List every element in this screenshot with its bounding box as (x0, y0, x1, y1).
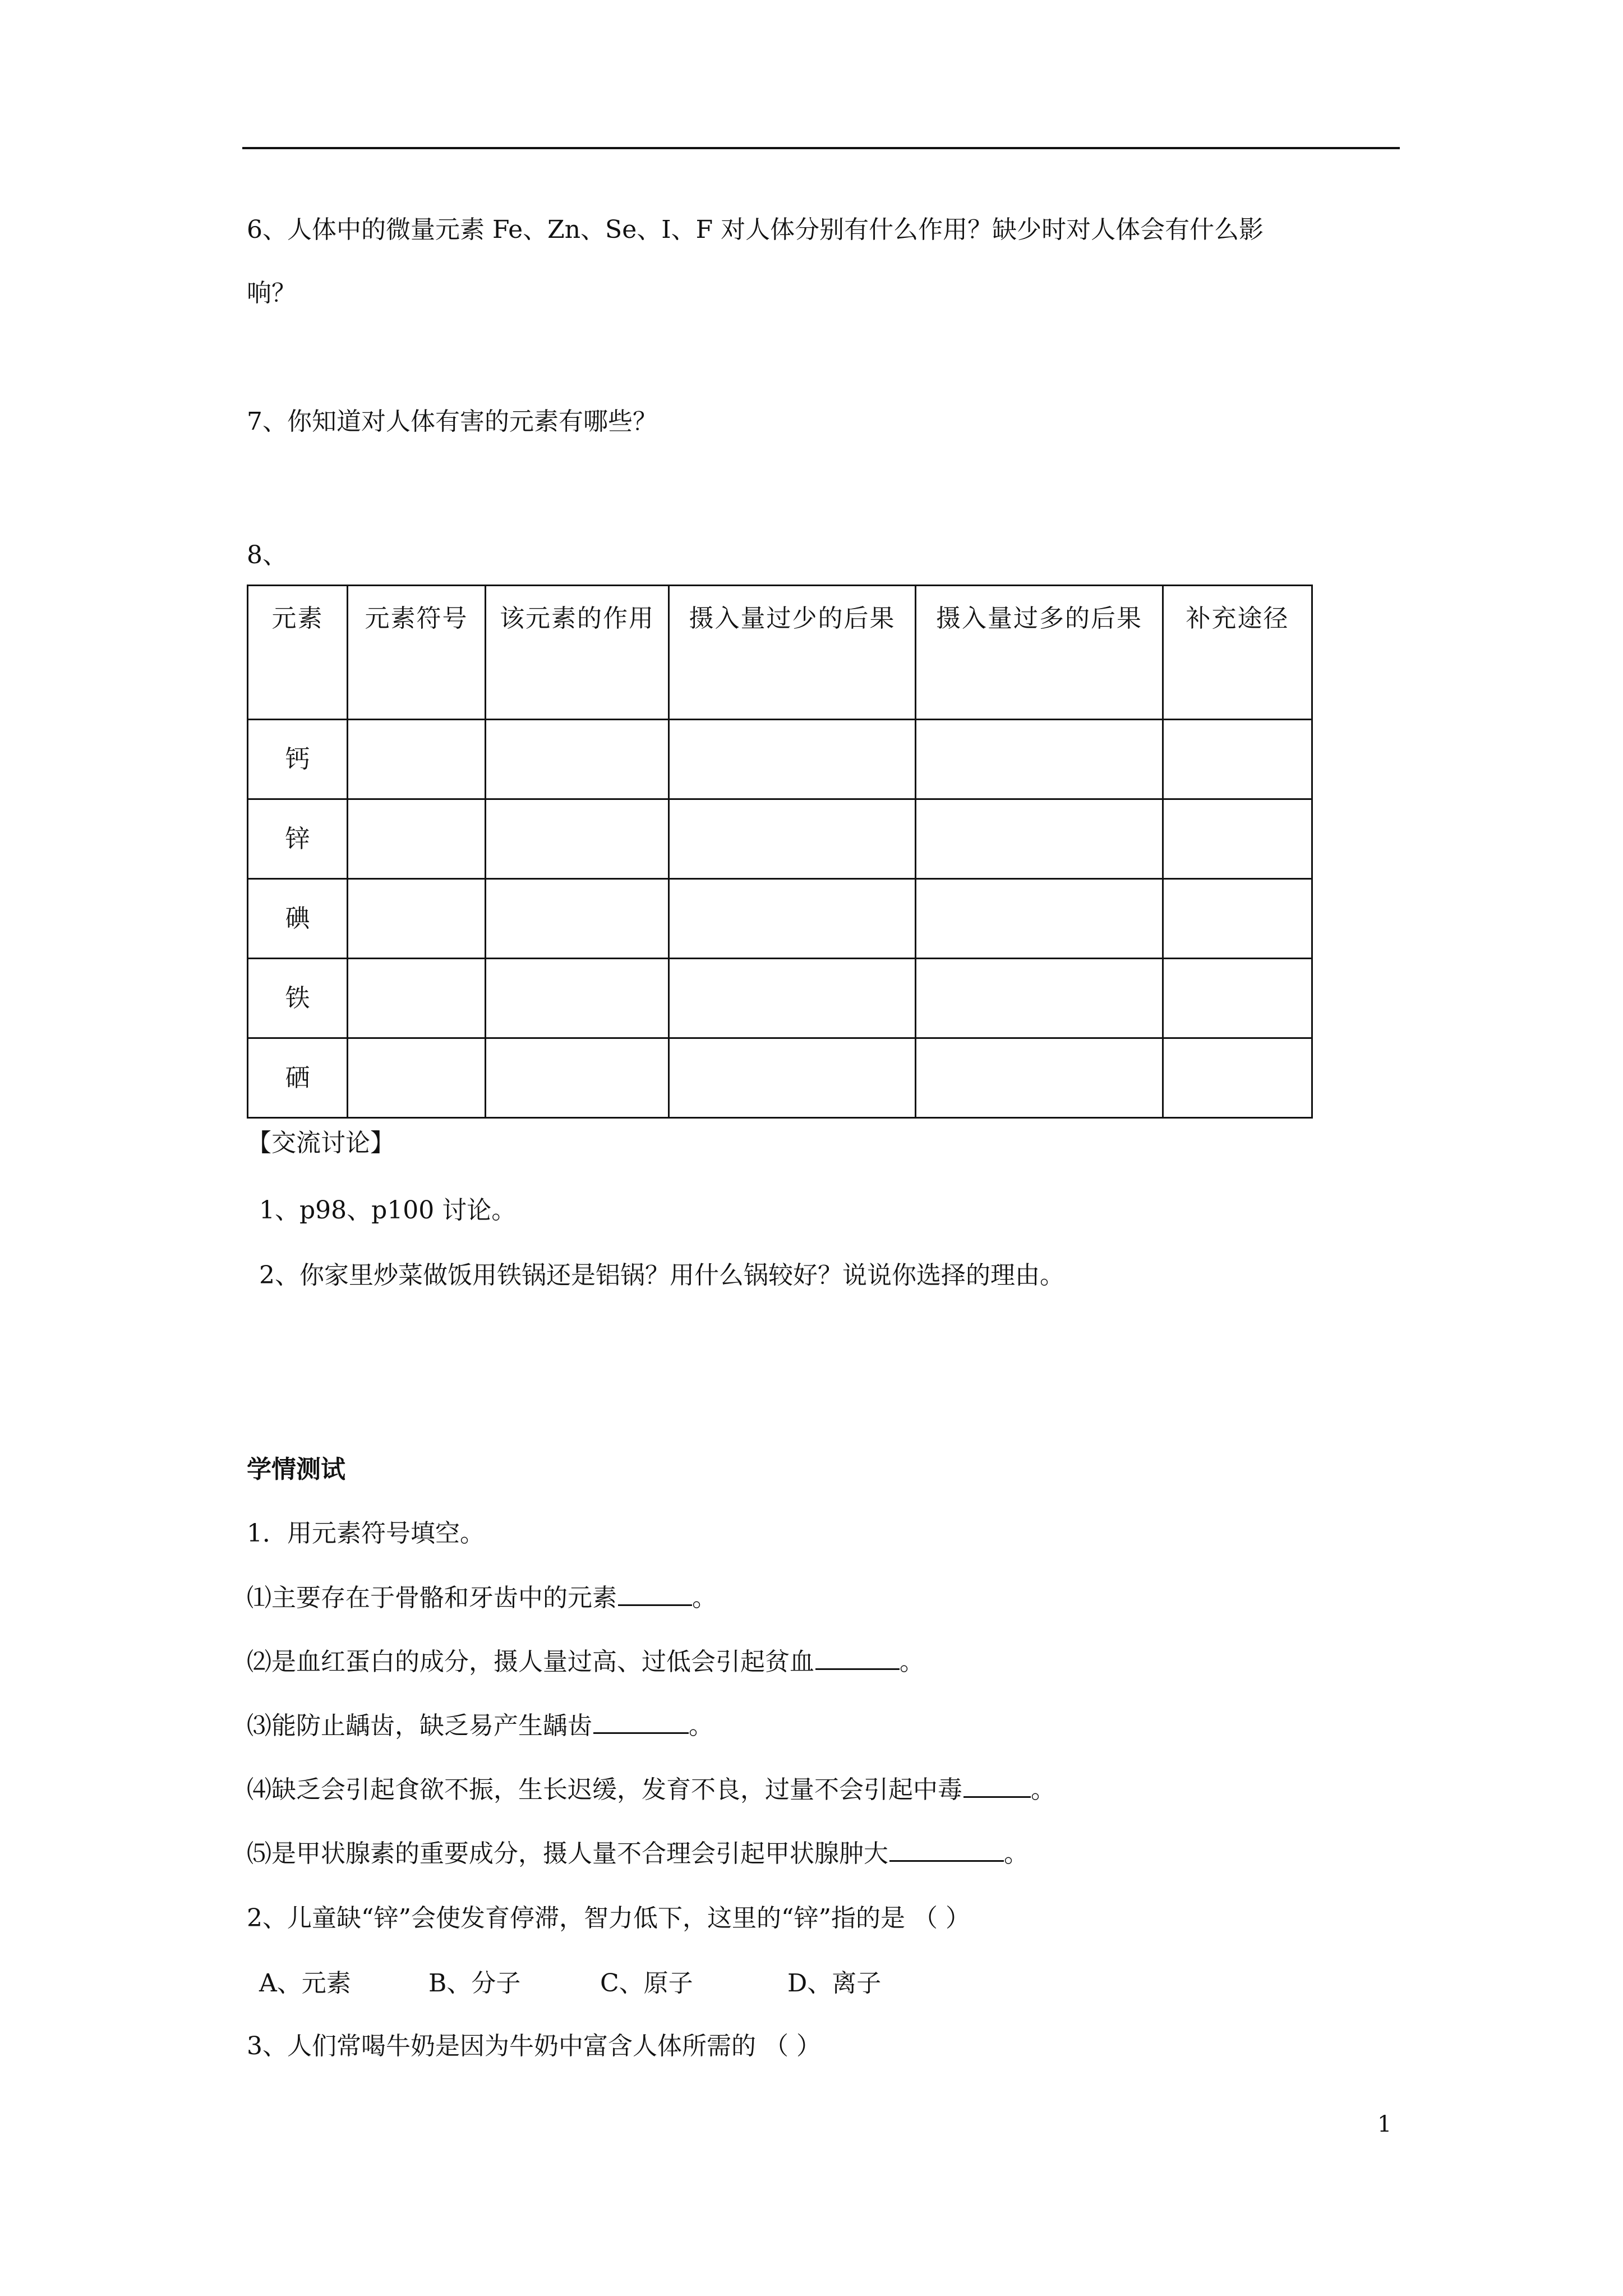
option-a[interactable]: A、元素 (259, 1969, 351, 1998)
table-cell[interactable] (486, 799, 669, 879)
test-question-3: 3、人们常喝牛奶是因为牛奶中富含人体所需的 （ ） (247, 2032, 821, 2060)
table-cell[interactable] (669, 879, 916, 959)
option-b[interactable]: B、分子 (428, 1969, 521, 1998)
table-cell[interactable] (1163, 959, 1312, 1038)
table-cell[interactable] (916, 1038, 1163, 1118)
table-header-cell: 该元素的作用 (486, 586, 669, 720)
table-cell[interactable] (916, 720, 1163, 799)
table-cell[interactable] (669, 799, 916, 879)
table-cell[interactable] (1163, 879, 1312, 959)
table-cell[interactable] (486, 879, 669, 959)
table-cell[interactable] (1163, 720, 1312, 799)
table-cell[interactable] (486, 959, 669, 1038)
question-6-line1: 6、人体中的微量元素 Fe、Zn、Se、I、F 对人体分别有什么作用？缺少时对人体会有什么影 (247, 215, 1264, 244)
table-cell[interactable] (348, 720, 486, 799)
test-question-2-options (259, 1968, 881, 1999)
table-header-cell: 元素 (248, 586, 348, 720)
table-header-cell: 元素符号 (348, 586, 486, 720)
element-name-cell: 铁 (248, 959, 348, 1038)
question-8: 8、 (247, 541, 287, 569)
test-question-1-3 (247, 1710, 713, 1742)
header-rule (242, 147, 1400, 149)
element-name-cell: 硒 (248, 1038, 348, 1118)
discussion-item-1: 1、p98、p100 讨论。 (259, 1196, 517, 1225)
element-name-cell: 锌 (248, 799, 348, 879)
table-header-cell: 补充途径 (1163, 586, 1312, 720)
table-row (248, 959, 1312, 1038)
element-name-cell: 碘 (248, 879, 348, 959)
table-cell[interactable] (348, 959, 486, 1038)
table-cell[interactable] (348, 879, 486, 959)
option-c[interactable]: C、原子 (600, 1969, 693, 1998)
table-cell[interactable] (669, 720, 916, 799)
table-cell[interactable] (348, 1038, 486, 1118)
question-text: ⑸是甲状腺素的重要成分，摄人量不合理会引起甲状腺肿大 (247, 1839, 888, 1868)
discussion-item-2: 2、你家里炒菜做饭用铁锅还是铝锅？用什么锅较好？说说你选择的理由。 (259, 1261, 1064, 1290)
question-text: ⑴主要存在于骨骼和牙齿中的元素 (247, 1584, 617, 1612)
discussion-heading: 【交流讨论】 (247, 1129, 395, 1157)
table-cell[interactable] (916, 799, 1163, 879)
answer-blank[interactable] (815, 1646, 900, 1670)
answer-blank[interactable] (889, 1838, 1004, 1862)
table-row (248, 1038, 1312, 1118)
test-heading: 学情测试 (247, 1455, 345, 1484)
question-7: 7、你知道对人体有害的元素有哪些？ (247, 407, 657, 436)
table-cell[interactable] (486, 720, 669, 799)
table-cell[interactable] (669, 959, 916, 1038)
period: 。 (692, 1584, 717, 1612)
table-cell[interactable] (916, 879, 1163, 959)
question-text: ⑷缺乏会引起食欲不振，生长迟缓，发育不良，过量不会引起中毒 (247, 1775, 962, 1804)
test-question-2: 2、儿童缺“锌”会使发育停滞，智力低下，这里的“锌”指的是 （ ） (247, 1904, 970, 1932)
period: 。 (900, 1648, 924, 1676)
test-question-1-2 (247, 1646, 924, 1678)
question-6-line2: 响？ (247, 279, 296, 307)
test-question-1-1 (247, 1582, 717, 1614)
table-row (248, 720, 1312, 799)
page-number: 1 (1377, 2111, 1392, 2137)
element-table (247, 585, 1313, 1119)
answer-blank[interactable] (963, 1774, 1031, 1798)
table-row (248, 879, 1312, 959)
test-question-1-4 (247, 1774, 1055, 1806)
element-name-cell: 钙 (248, 720, 348, 799)
table-cell[interactable] (916, 959, 1163, 1038)
answer-blank[interactable] (618, 1582, 692, 1606)
table-cell[interactable] (1163, 799, 1312, 879)
table-header-row (248, 586, 1312, 720)
table-cell[interactable] (1163, 1038, 1312, 1118)
period: 。 (1004, 1839, 1029, 1868)
period: 。 (689, 1711, 713, 1740)
table-cell[interactable] (486, 1038, 669, 1118)
table-cell[interactable] (669, 1038, 916, 1118)
table-row (248, 799, 1312, 879)
table-cell[interactable] (348, 799, 486, 879)
test-question-1: 1．用元素符号填空。 (247, 1519, 485, 1548)
test-question-1-5 (247, 1838, 1029, 1870)
question-text: ⑶能防止龋齿，缺乏易产生龋齿 (247, 1711, 592, 1740)
period: 。 (1031, 1775, 1055, 1804)
answer-blank[interactable] (593, 1710, 689, 1734)
table-header-cell: 摄入量过多的后果 (916, 586, 1163, 720)
table-header-cell: 摄入量过少的后果 (669, 586, 916, 720)
question-text: ⑵是血红蛋白的成分，摄人量过高、过低会引起贫血 (247, 1648, 814, 1676)
option-d[interactable]: D、离子 (787, 1969, 882, 1998)
